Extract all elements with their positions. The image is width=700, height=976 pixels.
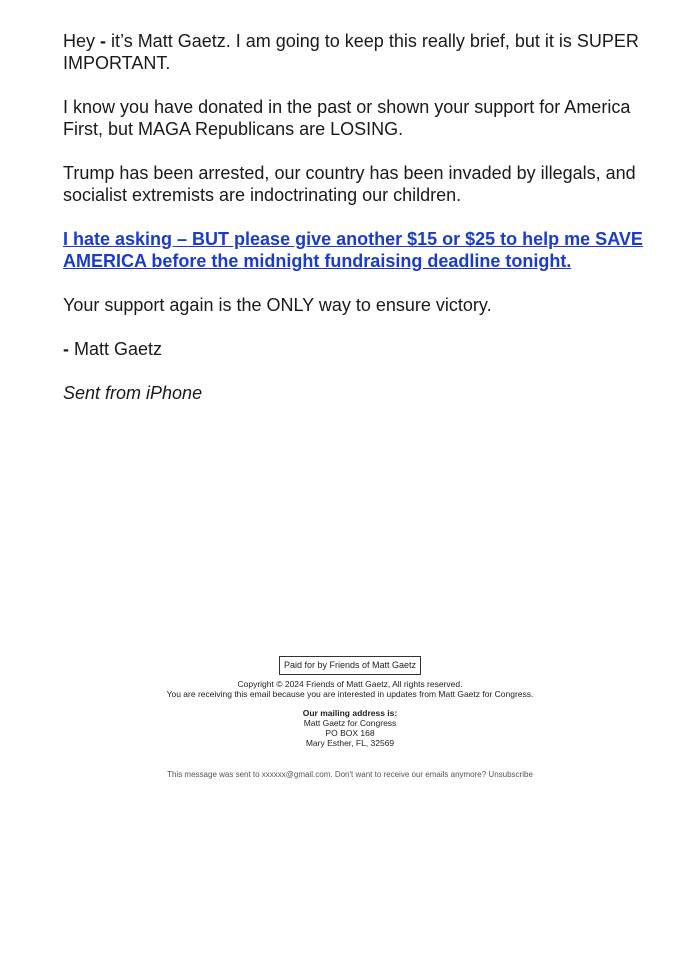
unsubscribe-link[interactable]: Unsubscribe [488, 770, 533, 779]
mailing-address-heading: Our mailing address is: [302, 708, 398, 718]
intro-greeting: Hey [63, 31, 101, 51]
intro-text: it’s Matt Gaetz. I am going to keep this really brief, but it is SUPER IMPORTANT. [63, 31, 639, 73]
receiving-reason: You are receiving this email because you are interested in updates from Matt Gaetz for Congress. [166, 689, 534, 699]
signature [63, 338, 653, 360]
donation-link[interactable]: I hate asking – BUT please give another $15 or $25 to help me SAVE AMERICA before the midnight fundraising deadline tonight. [63, 229, 643, 271]
address-line-3: Mary Esther, FL, 32569 [305, 738, 395, 748]
signature-dash: - [63, 339, 69, 359]
donation-cta-paragraph [63, 228, 653, 272]
sent-to-notice [0, 770, 700, 780]
support-paragraph: I know you have donated in the past or shown your support for America First, but MAGA Republicans are LOSING. [63, 97, 631, 139]
issues-paragraph: Trump has been arrested, our country has been invaded by illegals, and socialist extremists are indoctrinating our children. [63, 163, 636, 205]
sent-from-line: Sent from iPhone [63, 383, 203, 403]
sent-to-text: This message was sent to xxxxxx@gmail.com. Don't want to receive our emails anymore? [167, 770, 489, 779]
email-body [63, 30, 653, 404]
email-footer [0, 656, 700, 780]
address-line-1: Matt Gaetz for Congress [303, 718, 397, 728]
intro-dash: - [100, 31, 107, 51]
address-line-2: PO BOX 168 [325, 728, 375, 738]
intro-paragraph [63, 30, 653, 74]
copyright-notice: Copyright © 2024 Friends of Matt Gaetz, All rights reserved. [237, 679, 463, 689]
paid-for-disclaimer: Paid for by Friends of Matt Gaetz [279, 656, 421, 675]
signature-name: Matt Gaetz [69, 339, 163, 359]
mailing-address [0, 708, 700, 748]
victory-paragraph: Your support again is the ONLY way to ensure victory. [63, 295, 492, 315]
